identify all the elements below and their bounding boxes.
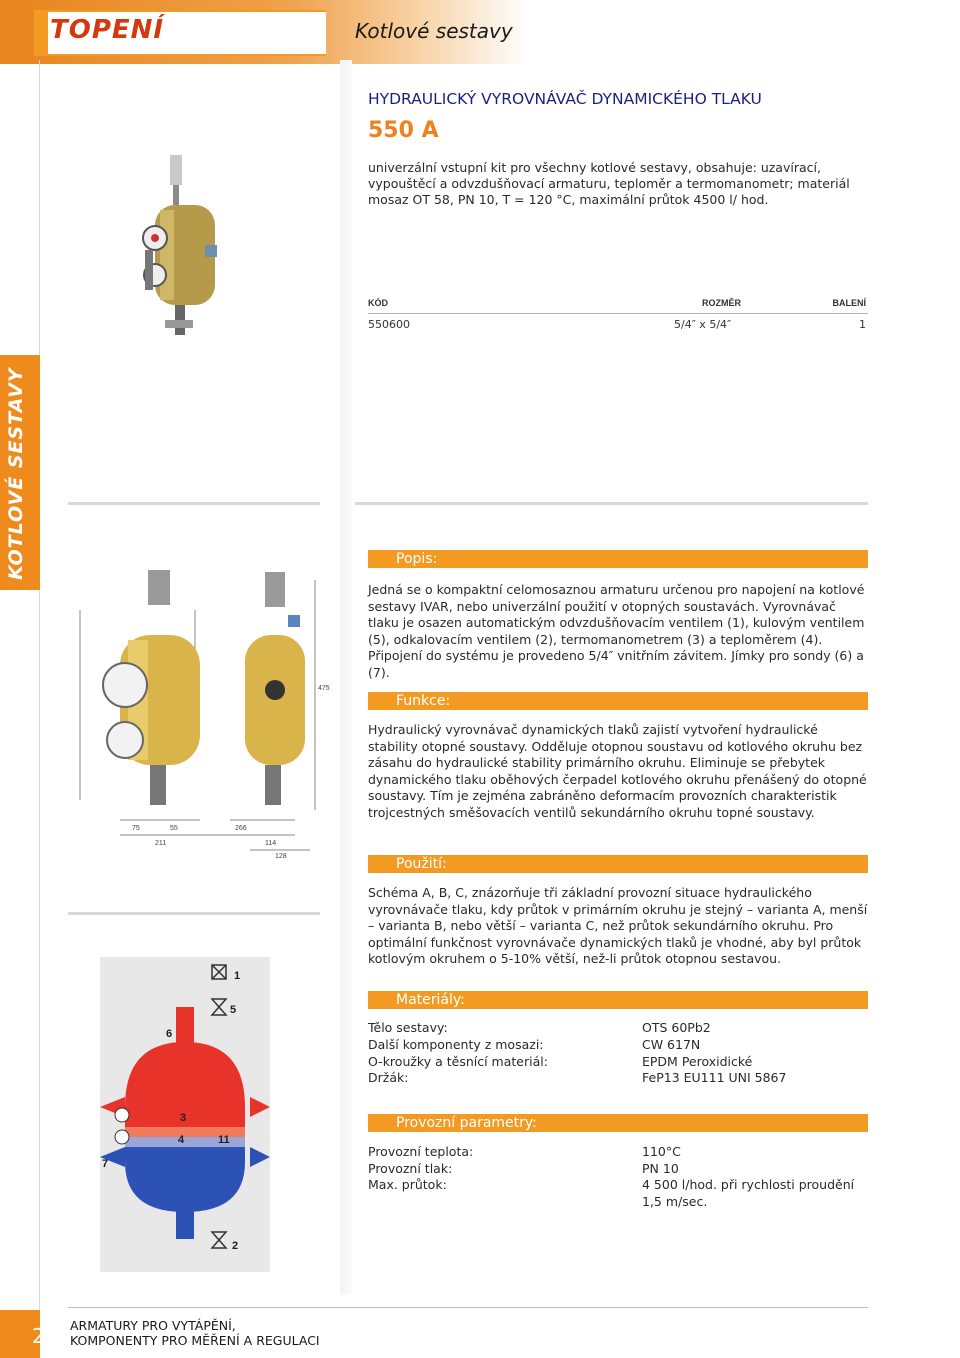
cell-size: 5/4″ x 5/4″ [674, 318, 732, 331]
schema-label-7: 7 [102, 1158, 109, 1170]
schema-label-2: 2 [232, 1240, 239, 1252]
dim-266: 266 [235, 825, 247, 832]
footer-text [70, 1318, 320, 1348]
schema-label-4: 4 [178, 1134, 185, 1146]
schema-label-5: 5 [230, 1004, 237, 1016]
section-provozni-heading: Provozní parametry: [368, 1114, 868, 1132]
footer-line-2: KOMPONENTY PRO MĚŘENÍ A REGULACI [70, 1333, 320, 1348]
section-funkce-text: Hydraulický vyrovnávač dynamických tlaků zajistí vytvoření hydraulické stability otopné soustavy. Odděluje otopnou soustavu od kotlového okruhu bez zásahu do hydraulické stability primárního okruhu. Eliminuje se přebytek dynamického tlaku oběhových čerpadel kotlového okruhu přenášený do otopné soustavy. Tím je zejména zabráněno deformacím provozních charakteristik trojcestných směšovacích ventilů sekundárního okruhu topné soustavy. [368, 722, 867, 820]
divider-right [355, 502, 868, 505]
dim-211: 211 [155, 840, 167, 847]
dim-114: 114 [265, 840, 277, 847]
product-code: 550 A [368, 118, 439, 143]
mat-key-1: Tělo sestavy: [368, 1020, 448, 1035]
divider-left [68, 502, 320, 505]
product-photo [135, 150, 225, 345]
table-row [368, 318, 866, 332]
schema-label-1: 1 [234, 970, 241, 982]
section-pouziti-text: Schéma A, B, C, znázorňuje tři základní provozní situace hydraulického vyrovnávače tlaku, kdy průtok v primárním okruhu je stejný – varianta A, menší – varianta B, nebo větší – varianta C, než průtok sekundárního okruhu. Pro optimální funkčnost vyrovnávače dynamických tlaků je vhodné, aby byl průtok kotlovým okruhem o 5-10% větší, než-li průtok otopnou sestavou. [368, 885, 868, 966]
schema-label-6: 6 [166, 1028, 173, 1040]
col-pack-header: BALENÍ [832, 298, 866, 308]
col-size-header: ROZMĚR [702, 298, 741, 308]
footer-line-1: ARMATURY PRO VYTÁPĚNÍ, [70, 1318, 236, 1333]
footer-divider [68, 1307, 868, 1308]
header-title: TOPENÍ [50, 15, 165, 45]
schema-label-11: 11 [218, 1134, 230, 1146]
param-val-2: PN 10 [642, 1161, 679, 1176]
section-materialy-heading: Materiály: [368, 991, 868, 1009]
param-key-1: Provozní teplota: [368, 1144, 474, 1159]
product-title: HYDRAULICKÝ VYROVNÁVAČ DYNAMICKÉHO TLAKU [368, 90, 762, 108]
page-number: 2 [32, 1324, 45, 1348]
section-popis-heading: Popis: [368, 550, 868, 568]
section-funkce-heading: Funkce: [368, 692, 868, 710]
product-intro: univerzální vstupní kit pro všechny kotlové sestavy, obsahuje: uzavírací, vypouštěcí a odvzdušňovací armaturu, teploměr a termomanometr; materiál mosaz OT 58, PN 10, T = 120 °C, maximální průtok 4500 l/ hod. [368, 160, 850, 207]
side-label: KOTLOVÉ SESTAVY [5, 367, 27, 580]
mat-val-1: OTS 60Pb2 [642, 1020, 711, 1035]
left-divider [39, 60, 40, 1310]
header-subtitle: Kotlové sestavy [355, 19, 513, 43]
param-key-3: Max. průtok: [368, 1177, 447, 1192]
param-val-3: 4 500 l/hod. při rychlosti proudění 1,5 m/sec. [642, 1177, 855, 1209]
mat-key-2: Další komponenty z mosazi: [368, 1037, 544, 1052]
flow-schema [100, 957, 270, 1272]
dim-475: 475 [318, 685, 330, 692]
divider-left-2 [68, 912, 320, 915]
dim-55: 55 [170, 825, 178, 832]
dim-128: 128 [275, 853, 287, 860]
schema-label-3: 3 [180, 1112, 187, 1124]
table-header [368, 298, 866, 312]
technical-drawing [60, 560, 345, 860]
mat-val-3: EPDM Peroxidické [642, 1054, 753, 1069]
table-divider [368, 313, 868, 314]
mat-key-4: Držák: [368, 1070, 409, 1085]
param-val-1: 110°C [642, 1144, 681, 1159]
mat-val-4: FeP13 EU111 UNI 5867 [642, 1070, 787, 1085]
section-popis-text: Jedná se o kompaktní celomosaznou armaturu určenou pro napojení na kotlové sestavy IVAR, nebo univerzální použití v otopných soustavách. Vyrovnávač tlaku je osazen automatickým odvzdušňovacím ventilem (1), kulovým ventilem (5), odkalovacím ventilem (2), termomanometrem (3) a teploměrem (4). Připojení do systému je provedeno 5/4″ vnitřním závitem. Jímky pro sondy (6) a (7). [368, 582, 865, 680]
cell-pack: 1 [859, 318, 866, 331]
cell-code: 550600 [368, 318, 410, 331]
mat-key-3: O-kroužky a těsnící materiál: [368, 1054, 548, 1069]
mat-val-2: CW 617N [642, 1037, 701, 1052]
param-key-2: Provozní tlak: [368, 1161, 453, 1176]
col-code-header: KÓD [368, 298, 388, 308]
dim-75: 75 [132, 825, 140, 832]
section-pouziti-heading: Použití: [368, 855, 868, 873]
